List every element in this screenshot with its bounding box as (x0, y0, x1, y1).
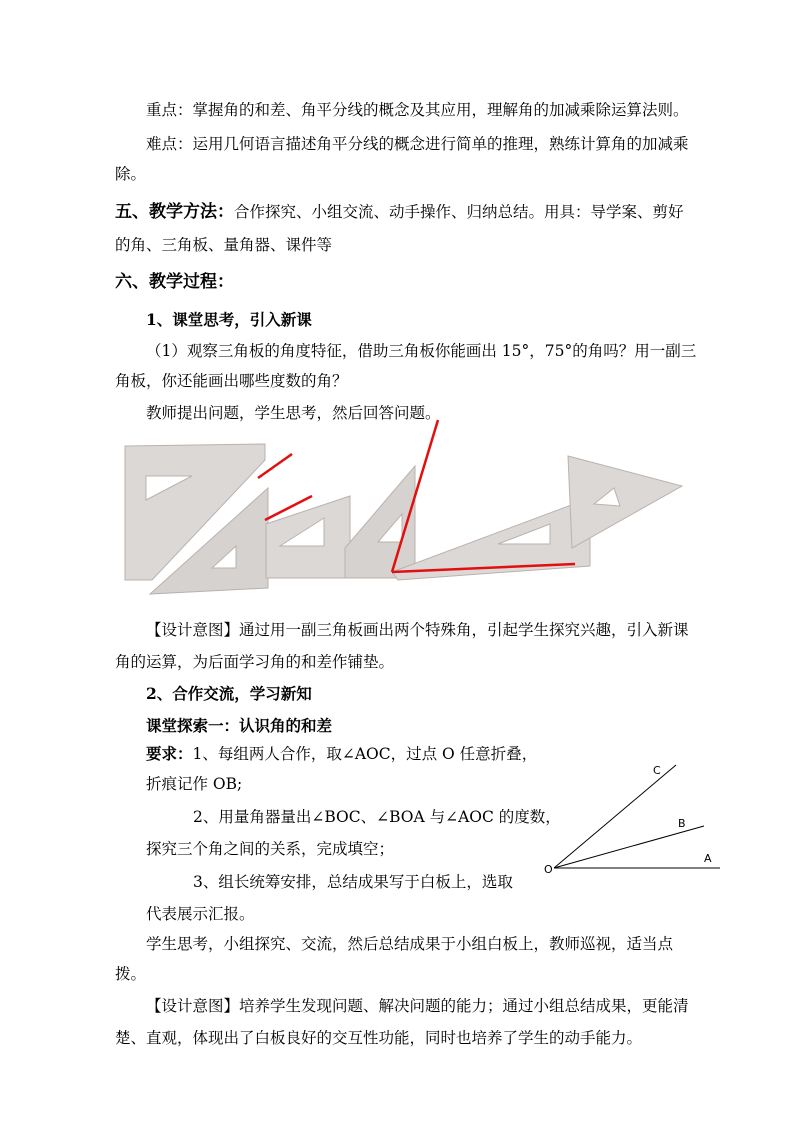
angle-aoc-diagram (536, 755, 726, 880)
ray-oc (554, 765, 676, 868)
requirement-tag: 要求： (146, 744, 193, 763)
section-5-text: 合作探究、小组交流、动手操作、归纳总结。用具：导学案、剪好 (234, 203, 684, 221)
triangle-ruler-3 (266, 496, 350, 578)
ray-ob (554, 826, 704, 868)
question-1-line: （1）观察三角板的角度特征，借助三角板你能画出 15°，75°的角吗？用一副三 (146, 342, 697, 360)
design-intent-1-text: 通过用一副三角板画出两个特殊角，引起学生探究兴趣，引入新课 (239, 621, 689, 639)
design-intent-1-line (146, 620, 689, 640)
triangle-rulers-figure (120, 418, 690, 598)
question-1-line-cont: 角板，你还能画出哪些度数的角？ (115, 372, 348, 390)
requirement-1-line (146, 744, 537, 764)
section-5-heading: 五、教学方法： (115, 202, 234, 222)
triangle-ruler-4 (345, 466, 415, 578)
triangle-ruler-6 (568, 456, 682, 548)
subsection-1-heading: 1、课堂思考，引入新课 (146, 310, 312, 329)
teacher-activity-line: 教师提出问题，学生思考，然后回答问题。 (146, 404, 441, 422)
requirement-2-line: 2、用量角器量出∠BOC、∠BOA 与∠AOC 的度数， (193, 808, 561, 826)
label-c: C (653, 764, 661, 777)
subsection-2-heading: 2、合作交流，学习新知 (146, 684, 312, 703)
design-intent-1-tag: 【设计意图】 (146, 621, 240, 639)
label-b: B (678, 817, 686, 830)
design-intent-1-line-cont: 角的运算，为后面学习角的和差作铺垫。 (115, 653, 395, 671)
design-intent-2-text: 培养学生发现问题、解决问题的能力；通过小组总结成果，更能清 (239, 997, 689, 1015)
label-a: A (704, 852, 712, 865)
student-activity-line: 学生思考，小组探究、交流，然后总结成果于小组白板上，教师巡视，适当点 (146, 935, 674, 953)
student-activity-line-cont: 拨。 (115, 965, 147, 983)
design-intent-2-line (146, 996, 689, 1016)
section-6-heading: 六、教学过程： (115, 272, 234, 292)
exploration-1-heading: 课堂探索一：认识角的和差 (146, 716, 333, 735)
requirement-3-line: 3、组长统筹安排，总结成果写于白板上，选取 (193, 873, 513, 891)
requirement-1-text: 1、每组两人合作，取∠AOC，过点 O 任意折叠， (192, 745, 538, 763)
difficult-points-line: 难点：运用几何语言描述角平分线的概念进行简单的推理，熟练计算角的加减乘 (146, 135, 689, 153)
design-intent-2-line-cont: 楚、直观，体现出了白板良好的交互性功能，同时也培养了学生的动手能力。 (115, 1029, 643, 1047)
label-o: O (544, 863, 553, 876)
requirement-3-line-cont: 代表展示汇报。 (146, 905, 255, 923)
requirement-1-line-cont: 折痕记作 OB; (146, 775, 243, 793)
section-5-line (115, 202, 684, 222)
key-points-line: 重点：掌握角的和差、角平分线的概念及其应用，理解角的加减乘除运算法则。 (146, 101, 689, 119)
difficult-points-line-cont: 除。 (115, 165, 147, 183)
design-intent-2-tag: 【设计意图】 (146, 997, 240, 1015)
requirement-2-line-cont: 探究三个角之间的关系，完成填空； (146, 840, 395, 858)
section-5-text-cont: 的角、三角板、量角器、课件等 (115, 236, 333, 254)
